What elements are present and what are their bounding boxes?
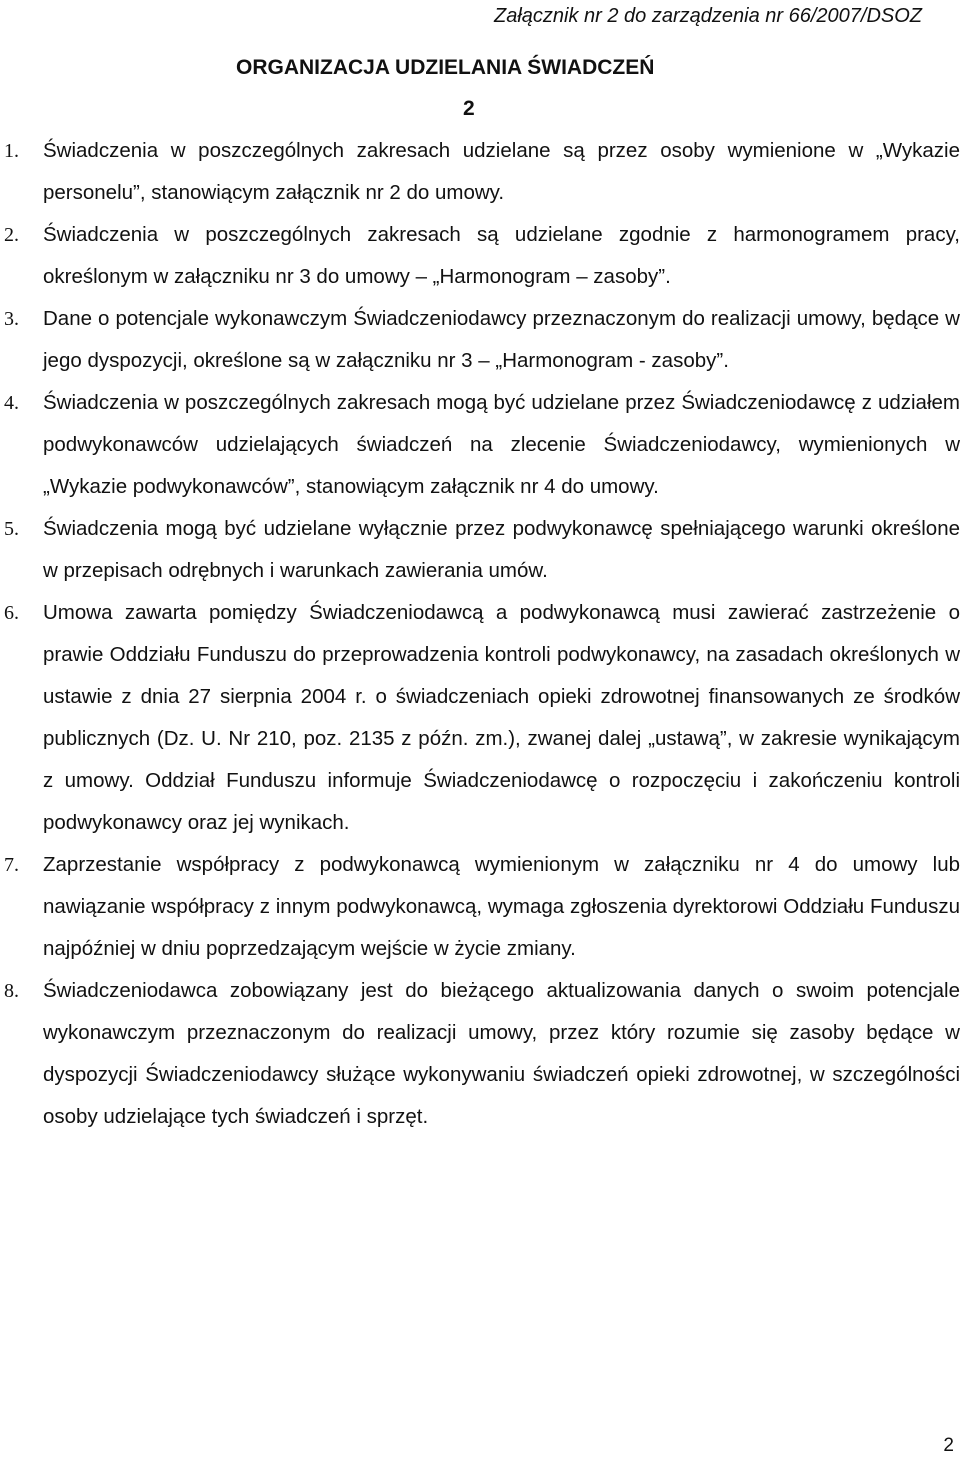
clause-5 bbox=[0, 508, 960, 592]
clause-number: 3. bbox=[4, 308, 19, 330]
clause-text: Świadczenia mogą być udzielane wyłącznie przez podwykonawcę spełniającego warunki określone w przepisach odrębnych i warunkach zawierania umów. bbox=[43, 517, 960, 582]
page-number: 2 bbox=[943, 1435, 954, 1456]
clause-6 bbox=[0, 592, 960, 844]
clause-text: Świadczenia w poszczególnych zakresach są udzielane zgodnie z harmonogramem pracy, określonym w załączniku nr 3 do umowy – „Harmonogram – zasoby”. bbox=[43, 223, 960, 288]
clause-number: 1. bbox=[4, 140, 19, 162]
clause-list bbox=[0, 130, 960, 1138]
clause-text: Dane o potencjale wykonawczym Świadczeniodawcy przeznaczonym do realizacji umowy, będące w jego dyspozycji, określone są w załączniku nr 3 – „Harmonogram - zasoby”. bbox=[43, 307, 960, 372]
clause-text: Umowa zawarta pomiędzy Świadczeniodawcą a podwykonawcą musi zawierać zastrzeżenie o prawie Oddziału Funduszu do przeprowadzenia kontroli podwykonawcy, na zasadach określonych w ustawie z dnia 27 sierpnia 2004 r. o świadczeniach opieki zdrowotnej finansowanych ze środków publicznych (Dz. U. Nr 210, poz. 2135 z późn. zm.), zwanej dalej „ustawą”, w zakresie wynikającym z umowy. Oddział Funduszu informuje Świadczeniodawcę o rozpoczęciu i zakończeniu kontroli podwykonawcy oraz jej wynikach. bbox=[43, 601, 960, 834]
clause-8 bbox=[0, 970, 960, 1138]
clause-7 bbox=[0, 844, 960, 970]
clause-4 bbox=[0, 382, 960, 508]
document-title: ORGANIZACJA UDZIELANIA ŚWIADCZEŃ bbox=[236, 56, 655, 79]
clause-text: Zaprzestanie współpracy z podwykonawcą wymienionym w załączniku nr 4 do umowy lub nawiązanie współpracy z innym podwykonawcą, wymaga zgłoszenia dyrektorowi Oddziału Funduszu najpóźniej w dniu poprzedzającym wejście w życie zmiany. bbox=[43, 853, 960, 960]
clause-text: Świadczenia w poszczególnych zakresach udzielane są przez osoby wymienione w „Wykazie personelu”, stanowiącym załącznik nr 2 do umowy. bbox=[43, 139, 960, 204]
clause-number: 4. bbox=[4, 392, 19, 414]
clause-1 bbox=[0, 130, 960, 214]
clause-3 bbox=[0, 298, 960, 382]
section-marker: 2 bbox=[463, 97, 475, 120]
clause-number: 5. bbox=[4, 518, 19, 540]
clause-number: 6. bbox=[4, 602, 19, 624]
clause-number: 7. bbox=[4, 854, 19, 876]
clause-number: 2. bbox=[4, 224, 19, 246]
clause-2 bbox=[0, 214, 960, 298]
clause-number: 8. bbox=[4, 980, 19, 1002]
clause-text: Świadczenia w poszczególnych zakresach mogą być udzielane przez Świadczeniodawcę z udziałem podwykonawców udzielających świadczeń na zlecenie Świadczeniodawcy, wymienionych w „Wykazie podwykonawców”, stanowiącym załącznik nr 4 do umowy. bbox=[43, 391, 960, 498]
clause-text: Świadczeniodawca zobowiązany jest do bieżącego aktualizowania danych o swoim potencjale wykonawczym przeznaczonym do realizacji umowy, przez który rozumie się zasoby będące w dyspozycji Świadczeniodawcy służące wykonywaniu świadczeń opieki zdrowotnej, w szczególności osoby udzielające tych świadczeń i sprzęt. bbox=[43, 979, 960, 1128]
attachment-header: Załącznik nr 2 do zarządzenia nr 66/2007/DSOZ bbox=[494, 5, 922, 27]
